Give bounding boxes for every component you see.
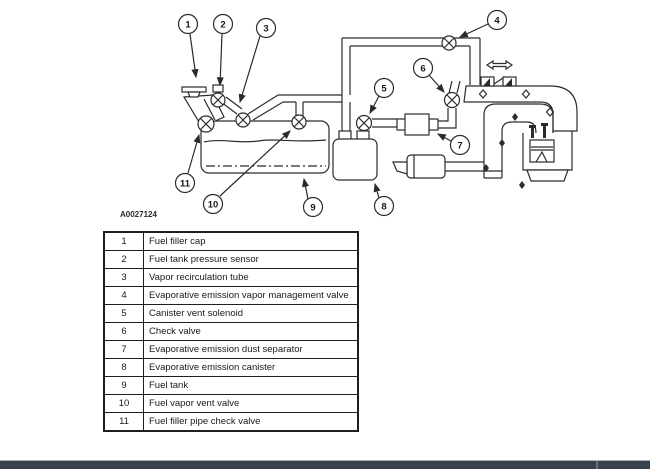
legend-item-description: Fuel tank pressure sensor <box>144 251 359 269</box>
recirculation-tube-valve-symbol <box>236 113 250 127</box>
legend-item-number: 2 <box>104 251 144 269</box>
legend-item-description: Vapor recirculation tube <box>144 269 359 287</box>
fuel-vapor-vent-valve-symbol <box>292 115 306 129</box>
status-bar-divider <box>596 461 598 469</box>
legend-item-description: Canister vent solenoid <box>144 305 359 323</box>
callout-9 <box>304 179 323 217</box>
table-row <box>104 395 358 413</box>
legend-item-number: 3 <box>104 269 144 287</box>
svg-text:4: 4 <box>494 15 500 27</box>
table-row <box>104 251 358 269</box>
table-row <box>104 232 358 251</box>
legend-item-description: Check valve <box>144 323 359 341</box>
evap-emission-canister <box>333 131 377 180</box>
table-row <box>104 377 358 395</box>
legend-item-number: 11 <box>104 413 144 432</box>
fuel-tank-pressure-sensor <box>213 85 223 92</box>
table-row <box>104 269 358 287</box>
table-row <box>104 359 358 377</box>
legend-item-description: Fuel filler cap <box>144 232 359 251</box>
legend-item-description: Evaporative emission canister <box>144 359 359 377</box>
bottom-status-bar <box>0 461 650 469</box>
svg-text:2: 2 <box>220 19 226 31</box>
legend-item-description: Evaporative emission vapor management valve <box>144 287 359 305</box>
callout-7 <box>438 134 470 155</box>
callout-1 <box>179 15 198 78</box>
evap-system-diagram <box>0 0 650 228</box>
valve-stem <box>531 127 534 138</box>
filler-pipe-check-valve-symbol <box>198 116 214 132</box>
table-row <box>104 323 358 341</box>
callout-4 <box>460 11 507 38</box>
table-row <box>104 287 358 305</box>
figure-code-label: A0027124 <box>120 210 157 219</box>
engine-block <box>523 123 572 181</box>
callout-8 <box>375 184 394 216</box>
callout-5 <box>370 79 394 114</box>
legend-item-number: 6 <box>104 323 144 341</box>
svg-text:3: 3 <box>263 23 269 35</box>
legend-item-description: Fuel vapor vent valve <box>144 395 359 413</box>
legend-item-description: Fuel tank <box>144 377 359 395</box>
svg-text:1: 1 <box>185 19 191 31</box>
air-intake-silencer <box>393 155 445 178</box>
svg-text:9: 9 <box>310 202 316 214</box>
valve-stem <box>541 123 548 126</box>
callout-3 <box>240 19 276 103</box>
callout-6 <box>414 59 445 93</box>
airflow-arrow-icon <box>487 61 512 69</box>
svg-text:11: 11 <box>179 178 191 190</box>
table-row <box>104 305 358 323</box>
legend-item-description: Fuel filler pipe check valve <box>144 413 359 432</box>
valve-stem <box>543 125 546 138</box>
legend-item-number: 4 <box>104 287 144 305</box>
evap-dust-separator <box>397 114 438 135</box>
legend-item-number: 1 <box>104 232 144 251</box>
vapor-management-valve-symbol <box>442 36 456 50</box>
legend-item-number: 7 <box>104 341 144 359</box>
legend-item-number: 9 <box>104 377 144 395</box>
intake-manifold <box>464 61 577 131</box>
svg-text:6: 6 <box>420 63 426 75</box>
svg-text:8: 8 <box>381 201 387 213</box>
legend-table-body <box>104 232 358 431</box>
legend-item-number: 5 <box>104 305 144 323</box>
callout-2 <box>214 15 233 86</box>
callout-11 <box>176 135 200 193</box>
svg-text:10: 10 <box>207 199 219 211</box>
check-valve-symbol <box>445 93 460 108</box>
fuel-tank <box>201 121 329 173</box>
legend-item-description: Evaporative emission dust separator <box>144 341 359 359</box>
legend-item-number: 10 <box>104 395 144 413</box>
legend-item-number: 8 <box>104 359 144 377</box>
svg-text:7: 7 <box>457 140 463 152</box>
valve-stem <box>529 125 536 128</box>
legend-table <box>103 231 359 432</box>
table-row <box>104 341 358 359</box>
canister-vent-solenoid-symbol <box>357 116 372 131</box>
pressure-sensor-valve-symbol <box>211 93 225 107</box>
table-row <box>104 413 358 432</box>
svg-text:5: 5 <box>381 83 387 95</box>
